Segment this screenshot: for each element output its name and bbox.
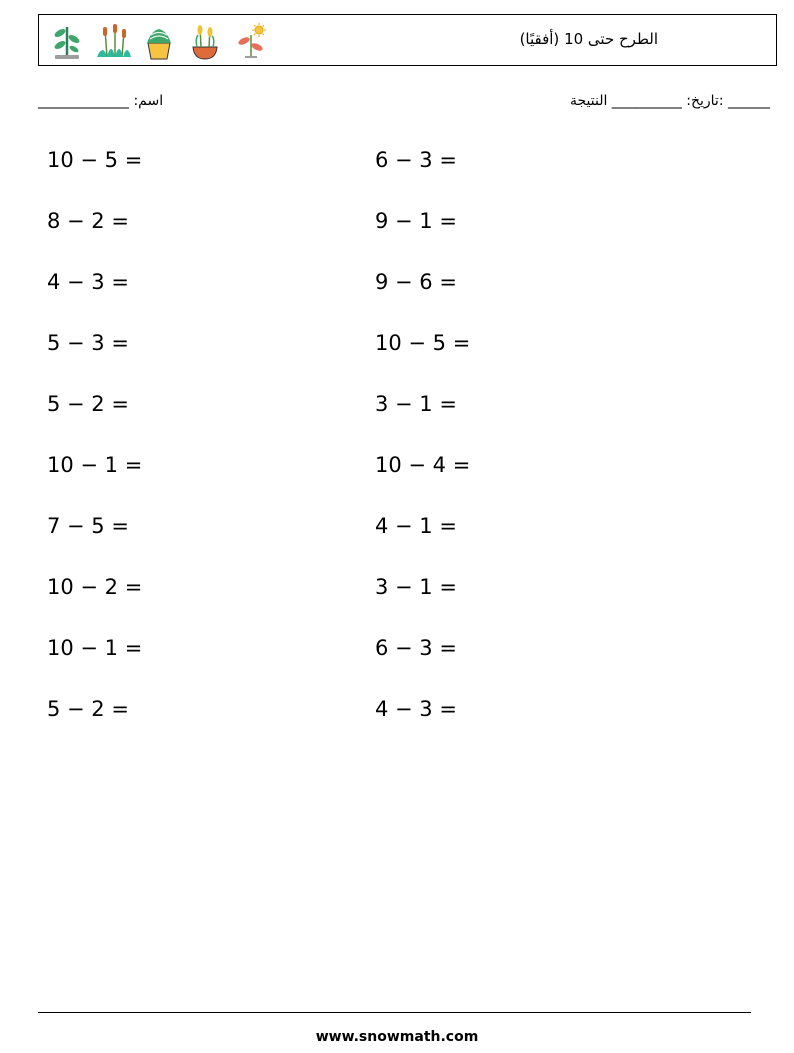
problem-row1-right: 6 − 3 = [375, 148, 457, 172]
problem-row1-left: 10 − 5 = [47, 148, 143, 172]
wheat-pot-icon [185, 21, 225, 61]
plant-icons [47, 21, 271, 61]
sprout-icon [47, 21, 87, 61]
name-field: اسم: _____________ [38, 93, 164, 109]
problem-row9-right: 6 − 3 = [375, 636, 457, 660]
problem-row7-left: 7 − 5 = [47, 514, 129, 538]
problem-row4-left: 5 − 3 = [47, 331, 129, 355]
problem-row4-right: 10 − 5 = [375, 331, 471, 355]
problem-row5-left: 5 − 2 = [47, 392, 129, 416]
problem-row9-left: 10 − 1 = [47, 636, 143, 660]
problem-row10-right: 4 − 3 = [375, 697, 457, 721]
problem-row3-right: 9 − 6 = [375, 270, 457, 294]
problem-row8-right: 3 − 1 = [375, 575, 457, 599]
problem-row2-right: 9 − 1 = [375, 209, 457, 233]
problem-row3-left: 4 − 3 = [47, 270, 129, 294]
footer-site: www.snowmath.com [315, 1029, 479, 1045]
date-score-fields: ______ :تاريخ: __________ النتيجة [569, 93, 770, 109]
problem-row10-left: 5 − 2 = [47, 697, 129, 721]
worksheet-title: الطرح حتى 10 (أفقيًا) [519, 30, 658, 48]
problem-row6-right: 10 − 4 = [375, 453, 471, 477]
problem-row7-right: 4 − 1 = [375, 514, 457, 538]
problem-row8-left: 10 − 2 = [47, 575, 143, 599]
problem-row2-left: 8 − 2 = [47, 209, 129, 233]
reeds-icon [93, 21, 133, 61]
problem-row5-right: 3 − 1 = [375, 392, 457, 416]
problem-row6-left: 10 − 1 = [47, 453, 143, 477]
flower-icon [231, 21, 271, 61]
footer-divider [38, 1012, 751, 1013]
worksheet-header [38, 14, 777, 66]
potted-plant-icon [139, 21, 179, 61]
